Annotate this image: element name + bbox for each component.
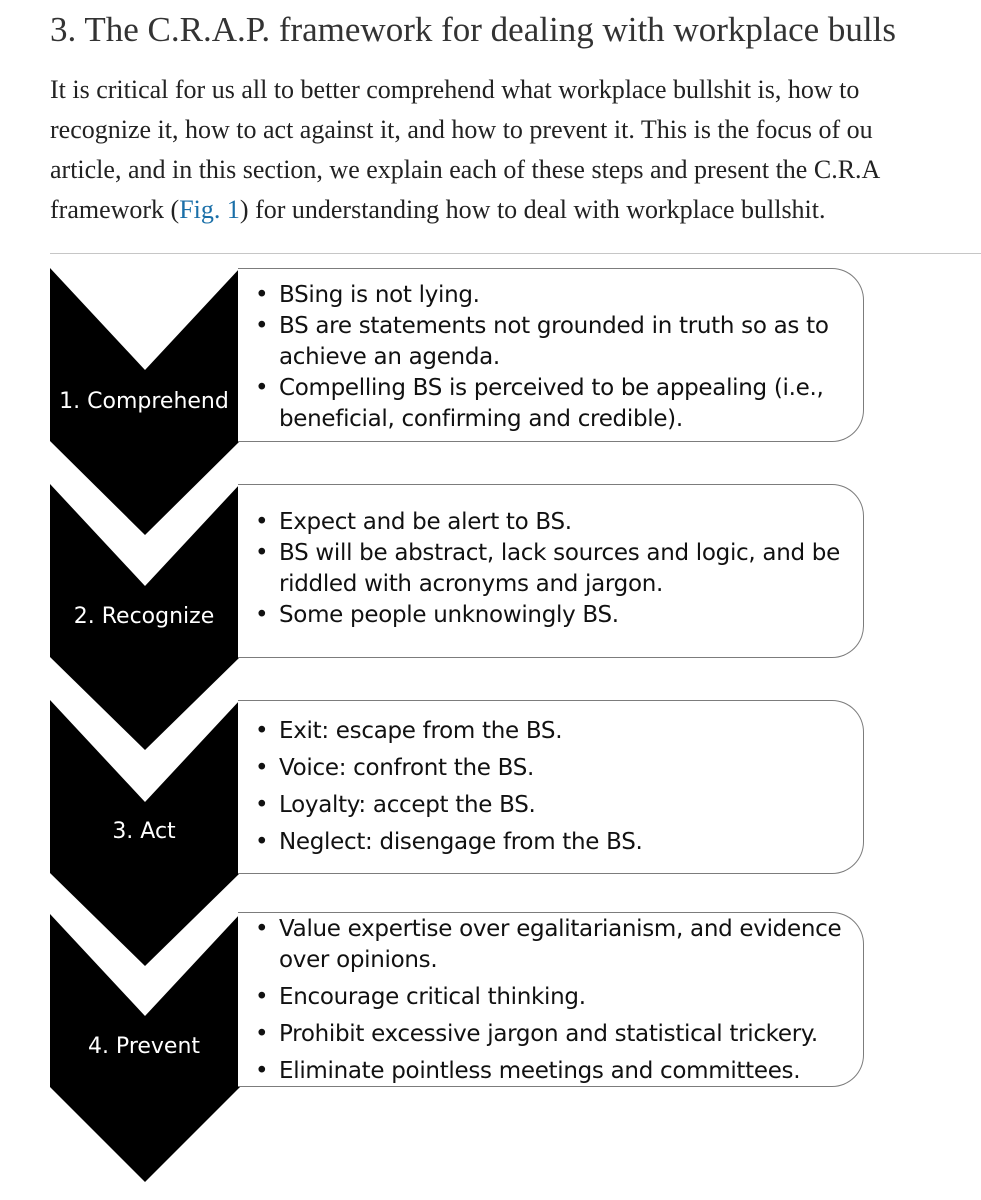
stage-box-recognize	[238, 484, 864, 658]
paragraph-text: framework (	[50, 195, 180, 224]
bullet-item: • Compelling BS is perceived to be appealing (i.e., beneficial, confirming and credible).	[238, 373, 863, 435]
bullet-item: • Prohibit excessive jargon and statistical trickery.	[238, 1016, 863, 1053]
bullet-list	[238, 701, 863, 861]
stage-box-prevent	[238, 912, 864, 1087]
bullet-item: • BS will be abstract, lack sources and logic, and be riddled with acronyms and jargon.	[238, 538, 863, 600]
paragraph-line: article, and in this section, we explain each of these steps and present the C.R.A	[50, 155, 881, 184]
bullet-item: • Eliminate pointless meetings and committees.	[238, 1053, 863, 1090]
bullet-item: • BS are statements not grounded in truth so as to achieve an agenda.	[238, 311, 863, 373]
bullet-item: • BSing is not lying.	[238, 280, 863, 311]
stage-box-comprehend	[238, 268, 864, 442]
bullet-item: • Loyalty: accept the BS.	[238, 787, 863, 824]
stage-label-recognize: 2. Recognize	[73, 604, 215, 629]
paragraph-line: recognize it, how to act against it, and how to prevent it. This is the focus of ou	[50, 115, 873, 144]
bullet-item: • Expect and be alert to BS.	[238, 507, 863, 538]
bullet-item: • Some people unknowingly BS.	[238, 600, 863, 631]
stage-label-prevent: 4. Prevent	[87, 1034, 201, 1059]
bullet-item: • Value expertise over egalitarianism, and evidence over opinions.	[238, 914, 863, 976]
paragraph-text: ) for understanding how to deal with workplace bullshit.	[239, 195, 826, 224]
figure-link[interactable]: Fig. 1	[179, 195, 240, 224]
paragraph-line: It is critical for us all to better comprehend what workplace bullshit is, how to	[50, 75, 860, 104]
bullet-item: • Exit: escape from the BS.	[238, 713, 863, 750]
stage-label-act: 3. Act	[112, 819, 176, 844]
bullet-item: • Voice: confront the BS.	[238, 750, 863, 787]
bullet-item: • Neglect: disengage from the BS.	[238, 824, 863, 861]
bullet-item: • Encourage critical thinking.	[238, 979, 863, 1016]
bullet-list	[238, 913, 863, 1090]
stage-box-act	[238, 700, 864, 874]
stage-label-comprehend: 1. Comprehend	[59, 389, 229, 414]
bullet-list	[238, 485, 863, 631]
bullet-list	[238, 269, 863, 435]
section-heading: 3. The C.R.A.P. framework for dealing with workplace bulls	[50, 10, 896, 49]
